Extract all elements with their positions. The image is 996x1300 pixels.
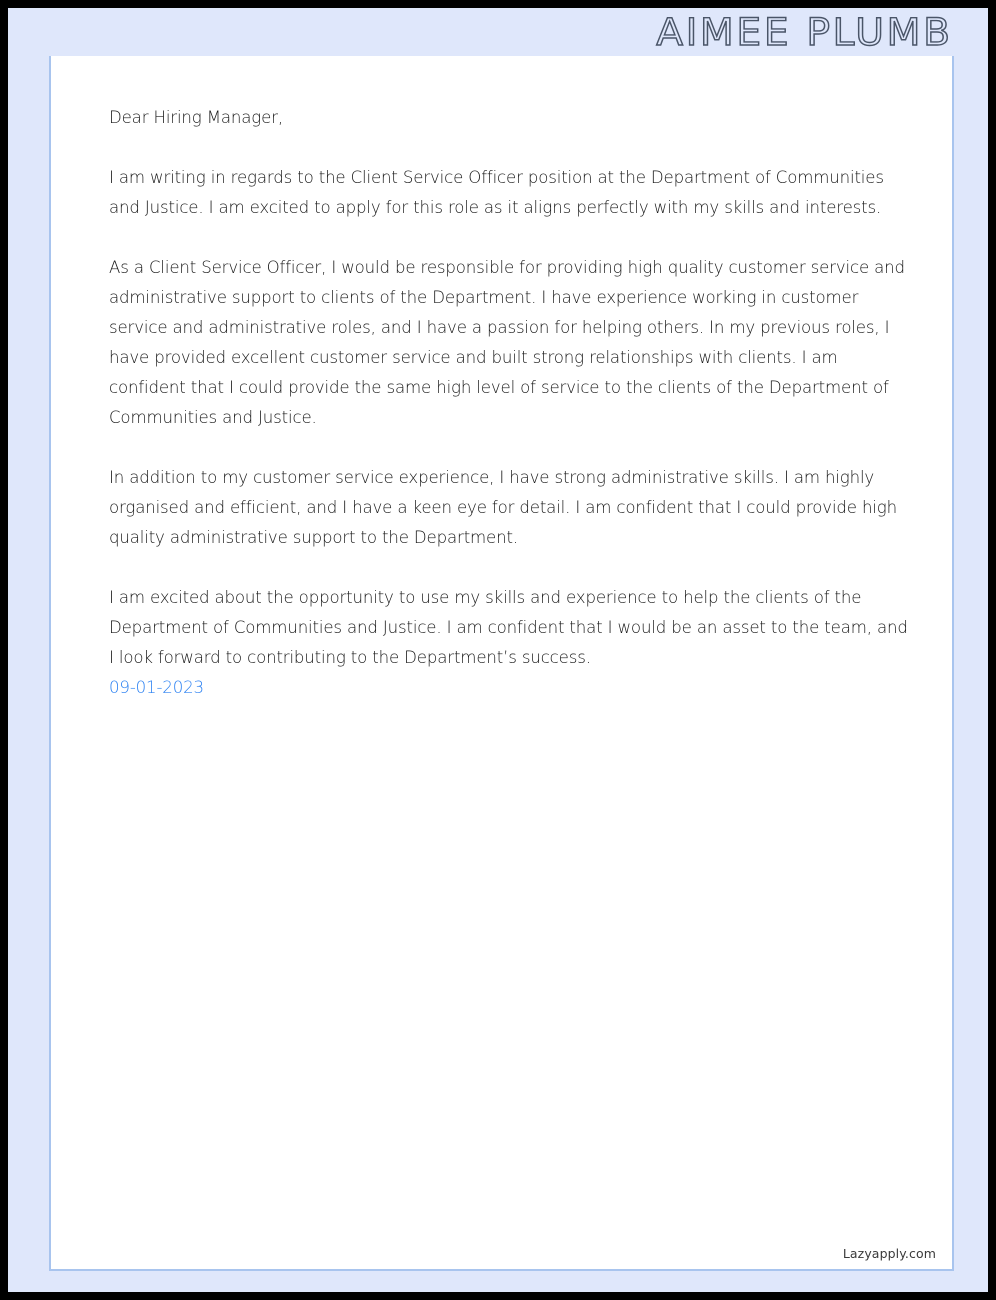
page-title: AIMEE PLUMB	[656, 10, 953, 54]
letter-body	[51, 56, 952, 1269]
letter-paragraph-1: I am writing in regards to the Client Service Officer position at the Department of Communities and Justice. I am excited to apply for this role as it aligns perfectly with my skills and interests.	[109, 168, 884, 217]
document-sheet	[49, 56, 954, 1271]
letter-paragraph-4: I am excited about the opportunity to use my skills and experience to help the clients of the Department of Communities and Justice. I am confident that I would be an asset to the team, and I look forward to contributing to the Department’s success.	[109, 588, 908, 667]
letter-paragraph-3: In addition to my customer service experience, I have strong administrative skills. I am highly organised and efficient, and I have a keen eye for detail. I am confident that I could provide high quality administrative support to the Department.	[109, 468, 897, 547]
letter-salutation: Dear Hiring Manager,	[109, 108, 283, 127]
paragraph-spacer	[109, 433, 912, 463]
letter-date: 09-01-2023	[109, 678, 204, 697]
footer-attribution: Lazyapply.com	[842, 1246, 936, 1261]
paragraph-spacer	[109, 133, 912, 163]
letter-paragraph-2: As a Client Service Officer, I would be responsible for providing high quality customer service and administrative support to clients of the Department. I have experience working in customer service and administrative roles, and I have a passion for helping others. In my previous roles, I have provided excellent customer service and built strong relationships with clients. I am confident that I could provide the same high level of service to the clients of the Department of Communities and Justice.	[109, 258, 905, 427]
paragraph-spacer	[109, 223, 912, 253]
header-band	[16, 8, 996, 56]
paragraph-spacer	[109, 553, 912, 583]
